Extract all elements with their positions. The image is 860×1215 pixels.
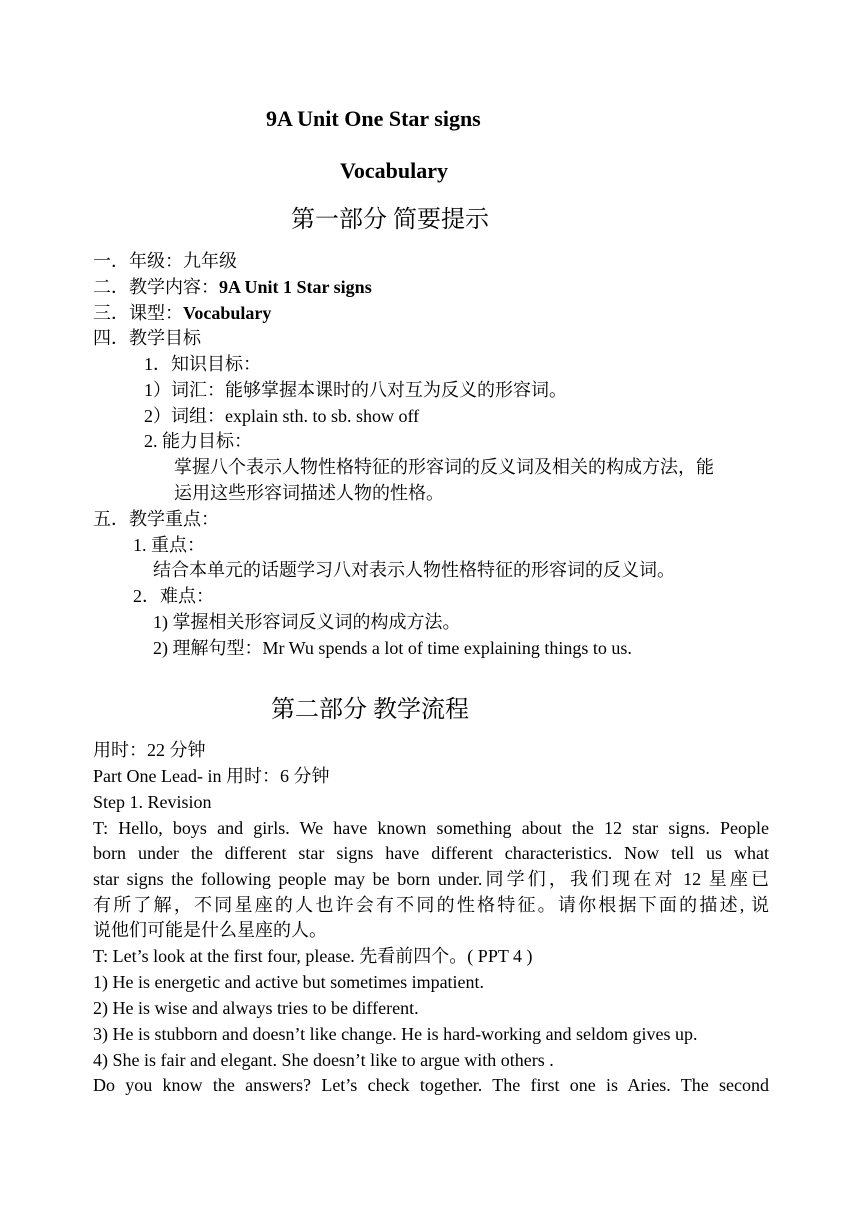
goals-line: 四．教学目标 — [93, 328, 201, 348]
look-first-line: T: Let’s look at the first four, please. 先看前四个。( PPT 4 ) — [93, 946, 533, 966]
question-1: 1) He is energetic and active but sometimes impatient. — [93, 972, 485, 992]
type-value: Vocabulary — [183, 303, 272, 323]
difficulty-line: 2．难点： — [133, 586, 214, 606]
para1-line-3: star signs the following people may be born under.同学们，我们现在对 12 星座已 — [93, 869, 769, 889]
para1-line-1: T: Hello, boys and girls. We have known something about the 12 star signs. People — [93, 818, 769, 838]
document-subtitle: Vocabulary — [340, 158, 448, 183]
time-total: 用时：22 分钟 — [93, 740, 206, 760]
phrase-goal: 2）词组：explain sth. to sb. show off — [144, 406, 420, 426]
part-one-line: Part One Lead- in 用时：6 分钟 — [93, 766, 330, 786]
part2-heading: 第二部分 教学流程 — [271, 697, 469, 723]
content-label: 二．教学内容： — [93, 277, 219, 297]
vocab-goal: 1）词汇：能够掌握本课时的八对互为反义的形容词。 — [144, 380, 567, 400]
grade-line: 一．年级：九年级 — [93, 251, 237, 271]
difficulty-item-1: 1) 掌握相关形容词反义词的构成方法。 — [153, 612, 461, 632]
question-2: 2) He is wise and always tries to be different. — [93, 998, 419, 1018]
content-line — [93, 274, 372, 300]
question-4: 4) She is fair and elegant. She doesn’t like to argue with others . — [93, 1050, 554, 1070]
knowledge-goal: 1．知识目标： — [144, 354, 261, 374]
ability-goal: 2. 能力目标： — [144, 431, 252, 451]
para1-line-2: born under the different star signs have different characteristics. Now tell us what — [93, 843, 769, 863]
type-line — [93, 300, 271, 326]
ability-text-1: 掌握八个表示人物性格特征的形容词的反义词及相关的构成方法，能 — [174, 457, 714, 477]
document-title: 9A Unit One Star signs — [266, 106, 481, 131]
key-points-line: 五．教学重点： — [93, 509, 219, 529]
para1-line-4: 有所了解，不同星座的人也许会有不同的性格特征。请你根据下面的描述, 说 — [93, 895, 769, 915]
ability-text-2: 运用这些形容词描述人物的性格。 — [174, 483, 444, 503]
part1-heading: 第一部分 简要提示 — [291, 207, 489, 233]
step1-line: Step 1. Revision — [93, 792, 212, 812]
type-label: 三．课型： — [93, 303, 183, 323]
question-3: 3) He is stubborn and doesn’t like change. He is hard-working and seldom gives up. — [93, 1024, 698, 1044]
para1-line-5: 说他们可能是什么星座的人。 — [93, 920, 327, 940]
focus-line: 1. 重点： — [133, 535, 205, 555]
answers-line: Do you know the answers? Let’s check together. The first one is Aries. The second — [93, 1075, 769, 1095]
content-value: 9A Unit 1 Star signs — [219, 277, 372, 297]
difficulty-item-2: 2) 理解句型：Mr Wu spends a lot of time explaining things to us. — [153, 638, 632, 658]
focus-text: 结合本单元的话题学习八对表示人物性格特征的形容词的反义词。 — [153, 560, 675, 580]
